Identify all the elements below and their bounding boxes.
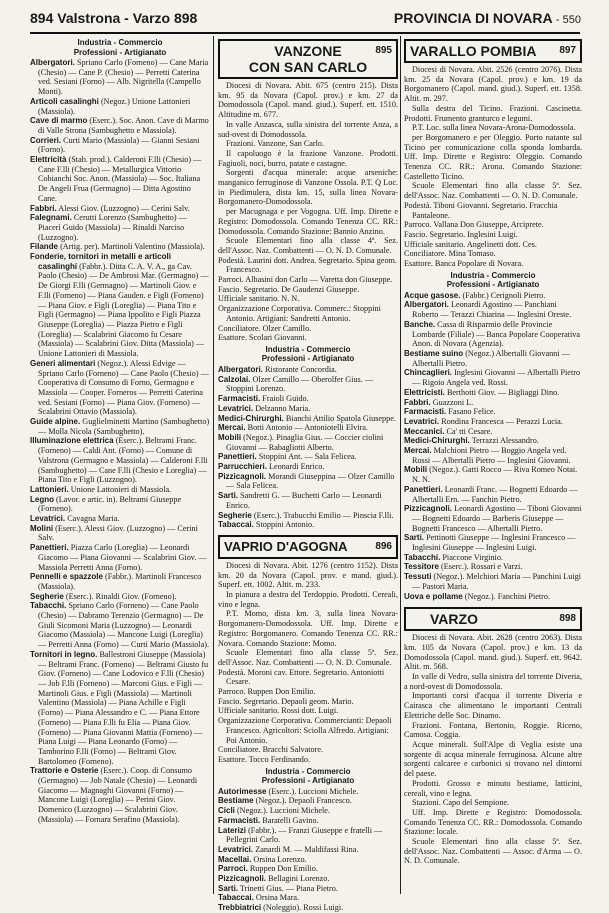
directory-entry xyxy=(30,485,210,495)
entry-category: Sarti. xyxy=(404,533,425,543)
entry-text: Leonardi Agostino — Tiboni Giovanni — Bognetti Edoardo — Barberis Giuseppe — Bognetti Francesco — Albertalli Pietro. xyxy=(412,504,582,533)
column-divider xyxy=(400,36,401,894)
entry-text: Alessi Giov. (Luzzogno) — Cerini Salv. xyxy=(58,203,190,213)
entry-category: Bestiame xyxy=(218,796,254,806)
directory-entry xyxy=(218,404,398,414)
entry-category: Mobili xyxy=(404,465,428,475)
directory-entry xyxy=(218,884,398,894)
commune-desc: Diocesi di Novara. Abit. 2526 (centro 2076). Dista km. 25 da Novara (Capol. prov.) e km. 19 da Borgomanero (Capol. mand. giud.). Superf. ett. 1358. Altit. m. 297. xyxy=(404,65,582,104)
commune-title: VARZO xyxy=(430,611,478,628)
entry-category: Farmacisti. xyxy=(404,407,447,417)
directory-entry xyxy=(404,417,582,427)
page-number: - 550 xyxy=(555,14,581,26)
entry-text: (Negoz.) Unione Lattonieri (Massiola). xyxy=(38,96,191,116)
entry-text: (Fabbr.). — Franzi Giuseppe e fratelli — Pellegrini Carlo. xyxy=(226,825,383,845)
directory-entry xyxy=(218,375,398,394)
entry-category: Trattorie e Osterie xyxy=(30,766,99,776)
ufficiale-sanitario: Ufficiale sanitario. Rossi dott. Luigi. xyxy=(218,706,339,716)
directory-entry xyxy=(404,398,582,408)
directory-entry xyxy=(30,436,210,485)
directory-entry xyxy=(404,504,582,533)
entry-text: Cavagna Maria. xyxy=(67,514,120,524)
entry-category: Banche. xyxy=(404,319,436,329)
entry-category: Elettricità xyxy=(30,155,67,165)
directory-entry xyxy=(218,874,398,884)
commune-desc: In pianura a destra del Terdoppio. Prodotti. Cereali, vino e legna. xyxy=(218,590,398,609)
directory-entry xyxy=(30,766,210,824)
province-title: PROVINCIA DI NOVARA xyxy=(393,10,553,26)
entry-text: (Eserc.). Rossari e Varzi. xyxy=(441,562,523,572)
entry-text: (Eserc.). Soc. Anon. Cave di Marmo di Valle Strona (Sambughetto e Massiola). xyxy=(38,116,209,135)
directory-entry xyxy=(30,495,210,514)
entry-category: Mobili xyxy=(218,432,242,442)
fascio: Fascio. Segretario. Inglesini Luigi. xyxy=(404,229,518,239)
fascio: Fascio. Segretario. De Gaudenzi Giuseppe. xyxy=(218,284,360,294)
esattore: Esattore. Scolari Giovanni. xyxy=(218,333,307,343)
fascio: Fascio. Segretario. Depaoli geom. Mario. xyxy=(218,696,354,706)
entry-text: (Stab. prod.). Calderoni F.lli (Chesio) — Cane F.lli (Chesio) — Metallurgica Vittorio Cobianchi Soc. Anon. (Massiola) — Soc. Italiana De Angeli Frua (Germagno) — Ditta Agostino Cane. xyxy=(38,155,202,203)
entry-text: (Lavor. e artic. in). Beltrami Giuseppe (Forneno). xyxy=(38,494,182,514)
section-title: Industria - Commercio Professioni - Artigianato xyxy=(73,38,167,57)
directory-entry xyxy=(30,417,210,436)
entry-text: Berthotti Giov. — Bigliaggi Dino. xyxy=(446,387,560,397)
directory-entry xyxy=(404,407,582,417)
parroco: Parroco. Ruppen Don Emilio. xyxy=(218,687,316,697)
directory-entry xyxy=(404,592,582,602)
entry-category: Cicli xyxy=(218,806,235,816)
directory-entry xyxy=(218,394,398,404)
entry-text: Ballestroni Giuseppe (Massiola) — Beltrami Franc. (Forneno) — Beltrami Giusto fu Giov. (Forneno) — Cane Lodovico e F.lli (Chesio) — Job F.lli (Forneno) — Marconi Gius. e Figli — Martinoli Gius. e Figli (Massiola) — Martinoli Valentino (Massiola) — Piana Achille e Figli (Forno) — Piana Alessandro e C. — Piana Ettore (Forneno) — Piana F.lli fu Elia — Piana Giov. (Forneno) — Piana Giovanni Mattia (Forneno) — Piana Luigi — Piana Leonardo (Forno) — Tamborino F.lli (Forno) — Beltrami Giov. Bartolomeo (Forneno). xyxy=(38,649,209,766)
entry-category: Pizzicagnoli. xyxy=(218,874,267,884)
entry-text: Unione Lattonieri di Massiola. xyxy=(70,484,172,494)
commune-desc: Sorgenti d'acqua minerale: acque arseniche: manganico ferruginose di Vanzone Ossola. P.T. Q Loc. in Piedimulera, dista km. 15, sulla linea Novara-Borgomanero-Domodossola. xyxy=(218,168,398,207)
entry-text: (Negoz.). Pinaglia Gius. — Coccier ciolini Giovanni — Rabagliotti Alberto. xyxy=(226,432,384,452)
entry-text: (Negoz.). Gatti Rocco — Riva Romeo Notai. N. N. xyxy=(412,465,578,485)
directory-entry xyxy=(218,365,398,375)
entry-category: Lattonieri. xyxy=(30,484,69,494)
entry-category: Calzolai. xyxy=(218,374,251,384)
directory-entry xyxy=(30,650,210,766)
commune-desc: In valle di Vedro, sulla sinistra del torrente Diveria, a nord-ovest di Domodossola. xyxy=(404,672,582,691)
entry-category: Illuminazione elettrica xyxy=(30,436,114,446)
entry-category: Bestiame suino xyxy=(404,348,464,358)
directory-entry xyxy=(218,816,398,826)
column-2 xyxy=(218,36,398,913)
entry-list xyxy=(218,365,398,530)
podesta: Podestà. Tiboni Giovanni. Segretario. Fracchia Pantaleone. xyxy=(404,200,558,220)
entry-category: Fabbri. xyxy=(404,397,431,407)
commune-desc: Scuole Elementari fino alla classe 4ª. Sez. dell'Assoc. Naz. Combattenti — O. N. D. Comunale. xyxy=(218,236,398,255)
entry-text: (Negoz.) Albertalli Giovanni — Albertalli Pietro. xyxy=(412,348,570,368)
commune-desc: Diocesi di Novara. Abit. 1276 (centro 1152). Dista km. 20 da Novara (Capol. prov. e mand. giud.). Superf. ett. 1002. Altit. m. 233. xyxy=(218,560,398,590)
entry-text: Curti Mario (Massiola) — Gianni Sesiani (Forno). xyxy=(38,135,200,155)
directory-entry xyxy=(30,592,210,602)
entry-category: Fonderie, tornitori in metalli e articoli casalinghi xyxy=(30,252,171,271)
ufficiale-sanitario: Ufficiale sanitario. Angelinetti dott. Ces. xyxy=(404,239,537,249)
directory-entry xyxy=(218,845,398,855)
entry-text: Orsina Lorenzo. xyxy=(253,854,307,864)
entry-category: Segherie xyxy=(30,591,64,601)
entry-text: (Negoz.). Alessi Edvige — Spriano Carlo (Forneno) — Cane Paolo (Chesio) — Cooperativa di Consumo di Forno, Germagno e Massiola — Cooper. Forneros — Perretti Caterina ved. Sesiani (Forno) — Piana Giov. (Forneno) — Scalabrini Ottavio (Massiola). xyxy=(38,358,209,417)
entry-category: Mercai. xyxy=(404,446,432,456)
entry-text: (Fabbr.). Ditta C. A. V. A., ga Cav. Paolo (Chesio) — De Ambrosi Mar. (Germagno) — De Giorgi F.lli (Germagno) — Martinoli Giov. e F.lli (Forneno) — Piana Gauden. e Figli (Forneno) — Piana Giov. e Figli (Loreglia) — Piana Tito e Figli (Germagno) — Piana Ippolito e Figli Piazza Giuseppe (Loreglia) — Piazza Pietro e Figli (Loreglia) — Scalabrini Giacomo fu Cesare (Massiola) — Scalabrini Giov. Ditta (Massiola) — Unione Lattonieri di Massiola. xyxy=(38,261,209,359)
entry-category: Farmacisti. xyxy=(218,394,261,404)
entry-category: Levatrici. xyxy=(30,514,66,524)
entry-text: Zanardi M. — Maldifassi Rina. xyxy=(255,844,359,854)
entry-category: Parroci. xyxy=(218,864,248,874)
entry-category: Albergatori. xyxy=(218,364,263,374)
directory-entry xyxy=(218,855,398,865)
directory-entry xyxy=(30,543,210,572)
entry-category: Elettricisti. xyxy=(404,387,445,397)
parroco: Parroco. Vallana Don Giuseppe, Arciprete. xyxy=(404,220,544,230)
entry-category: Levatrici. xyxy=(218,403,254,413)
directory-entry xyxy=(404,446,582,465)
podesta: Podestà. Laurini dott. Andrea. Segretario. Spina geom. Francesco. xyxy=(218,255,397,275)
entry-text: (Eserc.). Trabucchi Emilio — Pinscia F.lli. xyxy=(253,510,394,520)
entry-category: Tornitori in legno. xyxy=(30,649,98,659)
entry-category: Tessuti xyxy=(404,572,432,582)
directory-entry xyxy=(218,864,398,874)
entry-text: Rondina Francesca — Perazzi Lucia. xyxy=(441,416,563,426)
entry-category: Molini xyxy=(30,523,54,533)
directory-entry xyxy=(30,136,210,155)
commune-desc: P.T. Momo, dista km. 3, sulla linea Novara-Borgomanero-Domodossola. Uff. Imp. Dirette e Registro: Borgomanero. Comando Tenenza CC. RR.: Novara. Comando Stazione: Momo. xyxy=(218,609,398,648)
commune-desc: Sulla destra del Ticino. Frazioni. Cascinetta. Prodotti. Frumento granturco e legumi. xyxy=(404,103,582,123)
parroci: Parroci. Albasini don Carlo — Varetta don Giuseppe. xyxy=(218,275,393,285)
entry-category: Pizzicagnoli. xyxy=(218,471,267,481)
entry-category: Autorimesse xyxy=(218,786,267,796)
entry-category: Segherie xyxy=(218,510,252,520)
entry-text: Olzer Camillo — Oberolfer Gius. — Stoppini Lorenzo. xyxy=(226,374,374,394)
commune-title: VANZONE CON SAN CARLO xyxy=(248,43,368,75)
entry-text: Leonardi Agostino — Panchiani Roberto — Terazzi Chiarina — Inglesini Oreste. xyxy=(412,300,572,320)
organizzazione: Organizzazione Corporativa. Commercianti: Depaoli Francesco. Agricoltori: Sciolla Alfredo. Artigiani: Poi Antonio. xyxy=(218,716,392,745)
entry-text: Baratelli Gavino. xyxy=(262,815,319,825)
directory-entry xyxy=(218,423,398,433)
entry-text: Bellagini Lorenzo. xyxy=(268,874,330,884)
entry-category: Acque gasose. xyxy=(404,290,461,300)
commune-desc: per Macugnaga e per Vogogna. Uff. Imp. Dirette e Registro: Domodossola. Comando Tenenza CC. RR.: Domodossola. Comando Stazione: Bannio Anzino. xyxy=(218,207,398,236)
entry-text: Orsina Mara. xyxy=(255,893,300,903)
entry-text: Ristorante Concordia. xyxy=(264,364,337,374)
commune-number: 898 xyxy=(559,613,576,625)
entry-category: Tabacchi. xyxy=(404,552,441,562)
column-divider xyxy=(213,36,214,894)
directory-entry xyxy=(218,511,398,521)
directory-entry xyxy=(404,368,582,387)
entry-category: Trebbiatrici xyxy=(218,903,262,913)
directory-entry xyxy=(30,252,210,359)
column-3 xyxy=(404,36,582,894)
commune-desc: P.T. Loc. sulla linea Novara-Arona-Domodossola. xyxy=(412,123,576,133)
directory-entry xyxy=(30,572,210,591)
directory-entry xyxy=(218,520,398,530)
entry-text: Stoppini Ant. — Sala Felicea. xyxy=(258,452,357,462)
esattore: Esattore. Banca Popolare di Novara. xyxy=(404,259,524,269)
entry-category: Farmacisti. xyxy=(218,815,261,825)
entry-text: Botti Antonio — Antoniotelli Elvira. xyxy=(247,423,368,433)
header-rule xyxy=(30,32,580,34)
commune-desc: Uff. Imp. Dirette e Registro: Domodossola. Comando Tenenza CC. RR.: Domodossola. Comando Stazione: locale. xyxy=(404,807,582,837)
entry-category: Fabbri. xyxy=(30,203,57,213)
entry-category: Sarti. xyxy=(218,883,239,893)
entry-category: Chincaglieri. xyxy=(404,368,453,378)
entry-text: Malchioni Pietro — Boggio Angela ved. Rossi — Albertalli Pietro — Inglesini Giovanni. xyxy=(412,446,571,465)
entry-text: (Negoz.). Fanchini Pietro. xyxy=(464,591,550,601)
page-header xyxy=(0,8,609,30)
entry-text: Piazza Carlo (Loreglia) — Leonardi Giacomo — Piana Giovanni — Scalabrini Giov. — Massiola Perretti Anna (Forno). xyxy=(38,543,207,572)
directory-entry xyxy=(404,349,582,368)
directory-entry xyxy=(404,300,582,319)
entry-category: Levatrici. xyxy=(218,844,254,854)
entry-text: Stoppini Antonio. xyxy=(255,520,315,530)
entry-text: Inglesini Giovanni — Albertalli Pietro — Rigoio Angela ved. Rossi. xyxy=(412,368,581,388)
entry-text: Spriano Carlo (Forneno) — Cane Paolo (Chesio) — Dabramo Terenzio (Germagno) — De Giuli Sicomoni Maria (Luzzogno) — Leonardi Giacomo (Massiola) — Mancone Luigi (Loreglia) — Perretti Anna (Forno) — Curti Mario (Massiola). xyxy=(38,601,210,650)
directory-entry xyxy=(218,826,398,845)
entry-text: Trinetti Gius. — Piana Pietro. xyxy=(239,883,338,893)
entry-category: Tabaccai. xyxy=(218,520,254,530)
entry-category: Tabaccai. xyxy=(218,893,254,903)
entry-text: Leonardi Franc. — Bognetti Edoardo — Albertalli Ern. — Fanchin Pietro. xyxy=(412,484,578,504)
entry-category: Tessitore xyxy=(404,562,439,572)
entry-category: Mercai. xyxy=(218,423,246,433)
directory-entry xyxy=(404,562,582,572)
entry-category: Articoli casalinghi xyxy=(30,96,99,106)
directory-entry xyxy=(404,572,582,591)
entry-text: (Noleggio). Rossi Luigi. xyxy=(263,903,344,913)
entry-category: Uova e pollame xyxy=(404,591,463,601)
commune-desc: Prodotti. Grosso e minuto bestiame, latticini, cereali, vino e legna. xyxy=(404,778,582,798)
commune-desc: Stazioni. Capo del Sempione. xyxy=(412,798,510,808)
entry-list xyxy=(404,291,582,602)
directory-entry xyxy=(404,436,582,446)
directory-entry xyxy=(30,204,210,214)
entry-text: Ruppen Don Emilio. xyxy=(249,864,318,874)
commune-desc: Scuole Elementari fino alla classe 5ª. Sez. dell'Assoc. Naz. Combattenti — Assoc. d'Arma — O. N. D. Comunale. xyxy=(404,837,582,866)
entry-text: Pettinotti Giuseppe — Inglesini Francesco — Inglesini Giuseppe — Inglesini Luigi. xyxy=(412,533,576,553)
entry-category: Corrieri. xyxy=(30,135,62,145)
entry-text: (Negoz.). Luccioni Michele. xyxy=(236,806,330,816)
entry-text: Piaccone Virginio. xyxy=(442,552,503,562)
commune-box-vanzone xyxy=(218,39,398,79)
entry-list xyxy=(218,787,398,913)
entry-text: Terrazzi Alessandro. xyxy=(471,436,539,446)
commune-desc: Scuole Elementari fino alla classe 5ª. Sez. dell'Assoc. Naz. Combattenti — O. N. D. Comunale. xyxy=(404,181,582,201)
directory-entry xyxy=(30,601,210,650)
entry-text: (Eserc.). Rinaldi Giov. (Forneno). xyxy=(65,591,177,601)
directory-entry xyxy=(218,893,398,903)
commune-box-vaprio xyxy=(218,535,398,559)
entry-category: Pizzicagnoli. xyxy=(404,504,453,514)
entry-category: Cave di marmo xyxy=(30,116,88,126)
entry-text: (Eserc.). Beltrami Franc. (Forneno) — Caldi Ant. (Forno) — Comune di Valstrona (Germagno e Massiola) — Calderoni F.lli (Sambughetto) — Cane F.lli (Chesio e Loreglia) — Piana Tito e Figli (Luzzogno). xyxy=(38,436,208,485)
entry-category: Panettieri. xyxy=(404,484,443,494)
entry-category: Generi alimentari xyxy=(30,358,96,368)
entry-text: Leonardi Enrico. xyxy=(268,462,325,472)
entry-text: Delzanno Maria. xyxy=(255,403,311,413)
entry-category: Sarti. xyxy=(218,491,239,501)
section-title: Industria - Commercio Professioni - Artigianato xyxy=(261,766,355,786)
entry-text: Ca' tti Cesare. xyxy=(446,426,493,436)
commune-desc: Acque minerali. Sull'Alpe di Veglia esiste una sorgente di acqua minerale ferruginosa. Alcune altre sorgenti calcaree e carbonici si trovano nel dintorni del paese. xyxy=(404,740,582,779)
entry-category: Guide alpine. xyxy=(30,417,81,427)
commune-box-varallo xyxy=(404,39,582,63)
entry-category: Pennelli e spazzole xyxy=(30,572,103,582)
entry-text: (Artig. per). Martinoli Valentino (Massiola). xyxy=(60,242,205,252)
entry-text: Bianchi Attilio Spatola Giuseppe. xyxy=(285,413,396,423)
directory-entry xyxy=(218,903,398,913)
directory-entry xyxy=(30,155,210,204)
entry-text: (Fabbr.). Martinoli Francesco (Massiola). xyxy=(38,572,202,591)
entry-category: Levatrici. xyxy=(404,416,440,426)
directory-entry xyxy=(30,242,210,252)
entry-text: Morandi Giuseppina — Olzer Camillo — Sala Felicea. xyxy=(226,471,395,491)
entry-text: Spriano Carlo (Forneno) — Cane Maria (Chesio) — Cane P. (Chesio) — Perretti Caterina ved. Sesiani (Forno) — Alb. Nigritella (Campello Monti). xyxy=(38,58,209,97)
directory-entry xyxy=(404,533,582,552)
directory-entry xyxy=(404,485,582,504)
entry-category: Filande xyxy=(30,242,59,252)
esattore: Esattore. Tocco Ferdinando. xyxy=(218,755,311,764)
entry-text: Fasano Felice. xyxy=(448,407,496,417)
directory-entry xyxy=(404,465,582,484)
entry-category: Meccanici. xyxy=(404,426,445,436)
entry-text: Fraioli Guido. xyxy=(262,394,309,404)
header-left: 894 Valstrona - Varzo 898 xyxy=(30,10,198,26)
directory-entry xyxy=(30,213,210,242)
directory-entry xyxy=(404,291,582,301)
directory-entry xyxy=(218,414,398,424)
commune-desc: Diocesi di Novara. Abit. 675 (centro 215). Dista km. 95 da Novara (Capol. prov.) e km. 27 da Domodossola (Capol. mand. giud.). Superf. ett. 1510. Altitudine m. 677. xyxy=(218,81,398,120)
commune-desc: per Borgomanero e per Oleggio. Porto natante sul Ticino per comunicazione colla sponda lombarda. Uff. Imp. Dirette e Registro: Oleggio. Comando Tenenza CC. RR.: Arona. Comando Stazione: Castelletto Ticino. xyxy=(404,132,582,181)
header-right xyxy=(394,10,581,26)
directory-entry xyxy=(218,787,398,797)
commune-desc: Diocesi di Novara. Abit. 2628 (centro 2063). Dista km. 105 da Novara (Capol. prov.) e km. 13 da Domodossola (Capol. mand. giud.). Superf. ett. 9642. Altit. m. 568. xyxy=(404,633,582,672)
entry-text: (Fabbr.) Cerignoli Pietro. xyxy=(462,290,546,300)
entry-text: Guazzoni L. xyxy=(432,397,474,407)
directory-entry xyxy=(218,433,398,452)
entry-category: Legno xyxy=(30,494,54,504)
entry-category: Albergatori. xyxy=(404,300,449,310)
directory-entry xyxy=(404,320,582,349)
entry-text: (Eserc.). Alessi Giov. (Luzzogno) — Cerini Salv. xyxy=(38,523,198,543)
directory-entry xyxy=(218,806,398,816)
conciliatore: Conciliatore. Mina Tomaso. xyxy=(404,249,496,259)
entry-text: Sandretti G. — Buchetti Carlo — Leonardi Enrico. xyxy=(226,491,382,510)
directory-entry xyxy=(30,524,210,543)
directory-entry xyxy=(404,388,582,398)
conciliatore: Conciliatore. Olzer Camillo. xyxy=(218,323,312,333)
commune-number: 895 xyxy=(375,45,392,56)
entry-text: Guglielminetti Martino (Sambughetto) — Molla Nicola (Sambughetto). xyxy=(38,417,210,436)
entry-category: Albergatori. xyxy=(30,58,75,67)
directory-entry xyxy=(404,553,582,563)
directory-entry xyxy=(30,514,210,524)
podesta: Podestà. Moroni cav. Ettore. Segretario. Antoniotti Cesare. xyxy=(218,667,385,687)
ufficiale-sanitario: Ufficiale sanitario. N. N. xyxy=(218,294,300,304)
section-title: Industria - Commercio Professioni - Artigianato xyxy=(261,344,355,364)
directory-entry xyxy=(218,491,398,510)
directory-entry xyxy=(30,97,210,116)
commune-desc: Importanti corsi d'acqua il torrente Diveria e Cairasca che alimentano le importanti Centrali Elettriche delle Soc. Dinamo. xyxy=(404,691,582,720)
directory-entry xyxy=(218,452,398,462)
directory-entry xyxy=(218,462,398,472)
entry-text: (Eserc.). Coop. di Consumo (Germagno) — Job Natale (Chesio) — Leonardi Giacomo — Magnaghi Giovanni (Forno) — Mancone Luigi (Loreglia) — Perini Giov. Domenico (Luzzogno) — Scalabrini Giov. (Massiola) — Fornara Serafino (Massiola). xyxy=(38,766,198,824)
entry-category: Medici-Chirurghi. xyxy=(404,436,470,446)
entry-category: Macellai. xyxy=(218,854,252,864)
entry-category: Laterizi xyxy=(218,825,247,835)
directory-entry xyxy=(30,58,210,97)
entry-category: Panettieri. xyxy=(30,543,69,553)
frazioni: Frazioni. Fontana, Bertonio, Roggie. Riceno, Camosa. Coggia. xyxy=(404,720,582,740)
entry-category: Medici-Chirurghi. xyxy=(218,413,284,423)
commune-desc: In valle Anzasca, sulla sinistra del torrente Anza, a sud-ovest di Domodossola. xyxy=(218,119,398,139)
section-title: Industria - Commercio Professioni - Artigianato xyxy=(446,270,540,290)
commune-desc: Il capoluogo è la frazione Vanzone. Prodotti. Fagiuoli, noci, burro, patate e castagne. xyxy=(218,148,398,168)
directory-entry xyxy=(30,116,210,135)
commune-box-varzo xyxy=(404,607,582,631)
commune-number: 896 xyxy=(375,540,392,552)
conciliatore: Conciliatore. Bracchi Salvatore. xyxy=(218,745,324,755)
entry-text: (Negoz.). Melchiori Maria — Panchini Luigi — Pastori Maria. xyxy=(412,572,582,591)
commune-desc: Scuole Elementari fino alla classe 5ª. Sez. dell'Assoc. Naz. Combattenti — O. N. D. Comunale. xyxy=(218,648,398,667)
entry-category: Panettieri. xyxy=(218,452,257,462)
entry-category: Parrucchieri. xyxy=(218,462,267,472)
entry-list xyxy=(30,58,210,825)
directory-entry xyxy=(404,427,582,437)
commune-number: 897 xyxy=(559,45,576,56)
frazioni: Frazioni. Vanzone, San Carlo. xyxy=(226,139,325,149)
entry-text: (Negoz.). Depaoli Francesco. xyxy=(255,796,352,806)
directory-entry xyxy=(218,472,398,491)
organizzazione: Organizzazione Corporativa. Commerc.: Stoppini Antonio. Artigiani: Sandretti Antonio. xyxy=(218,304,381,323)
entry-category: Tabacchi. xyxy=(30,601,67,611)
column-1 xyxy=(30,36,210,894)
entry-text: Cassa di Risparmio delle Provincie Lombarde (Filiale) — Banca Popolare Cooperativa Anon. di Novara (Agenzia). xyxy=(412,319,581,349)
commune-title: VARALLO POMBIA xyxy=(410,43,537,59)
entry-text: Cerutti Lorenzo (Sambughetto) — Piacerì Guido (Massiola) — Rinaldi Narciso (Luzzogno). xyxy=(38,213,187,242)
commune-title: VAPRIO D'AGOGNA xyxy=(224,538,348,554)
entry-text: (Eserc.). Luccioni Michele. xyxy=(268,786,359,796)
directory-entry xyxy=(30,359,210,417)
directory-entry xyxy=(218,796,398,806)
entry-category: Falegnami. xyxy=(30,213,72,223)
